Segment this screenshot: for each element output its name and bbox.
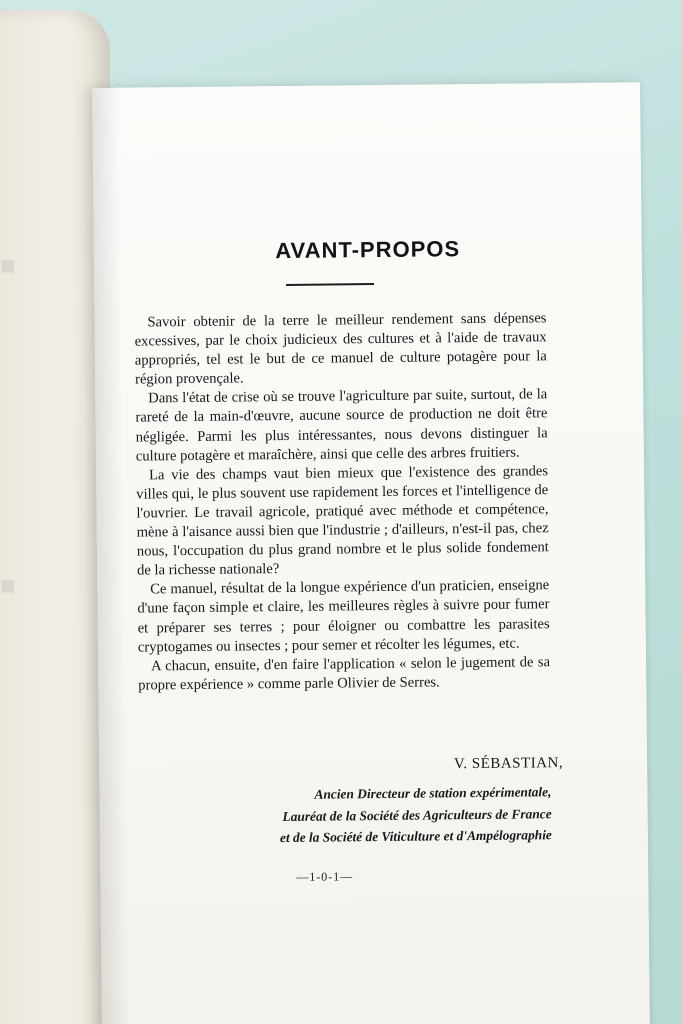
title-underline xyxy=(286,283,374,286)
bleed-through-mark: ■ xyxy=(0,250,16,280)
page-number: —1-0-1— xyxy=(296,869,354,884)
credit-line: Lauréat de la Société des Agriculteurs de France xyxy=(282,805,552,824)
book-page xyxy=(92,82,650,1024)
credit-line: et de la Société de Viticulture et d'Ampélographie xyxy=(279,827,552,846)
paragraph: La vie des champs vaut bien mieux que l'existence des grandes villes qui, le plus souvent use rapidement les forces et l'intelligence de l'ouvrier. Le travail agricole, pratiqué avec méthode et compétence, mène à l'aisance aussi bien que l'industrie ; d'ailleurs, n'est-il pas, chez nous, l'occupation du plus grand nombre et le plus solide fondement de la richesse nationale? xyxy=(136,462,549,579)
bleed-through-mark: ■ xyxy=(0,570,16,600)
paragraph: A chacun, ensuite, d'en faire l'application « selon le jugement de sa propre expérience » comme parle Olivier de Serres. xyxy=(138,653,551,694)
credit-line: Ancien Directeur de station expérimentale, xyxy=(314,784,552,802)
paragraph: Ce manuel, résultat de la longue expérience d'un praticien, enseigne d'une façon simple et claire, les meilleures règles à suivre pour fumer et préparer ses terres ; pour éloigner ou combattre les parasites cryptogames ou insectes ; pour semer et récolter les légumes, etc. xyxy=(137,577,550,656)
foreword-body xyxy=(134,309,550,695)
paragraph: Savoir obtenir de la terre le meilleur rendement sans dépenses excessives, par le choix judicieux des cultures et à l'aide de travaux appropriés, tel est le but de ce manuel de culture potagère pour la région provençale. xyxy=(134,310,547,388)
author-credits xyxy=(191,781,552,849)
page-title: AVANT-PROPOS xyxy=(275,236,461,264)
author-signature: V. SÉBASTIAN, xyxy=(453,755,564,773)
paragraph: Dans l'état de crise où se trouve l'agriculture par suite, surtout, de la rareté de la main-d'œuvre, aucune source de production ne doit être négligée. Parmi les plus intéressantes, nous devons distinguer la culture potagère et maraîchère, ainsi que celle des arbres fruitiers. xyxy=(135,386,548,465)
